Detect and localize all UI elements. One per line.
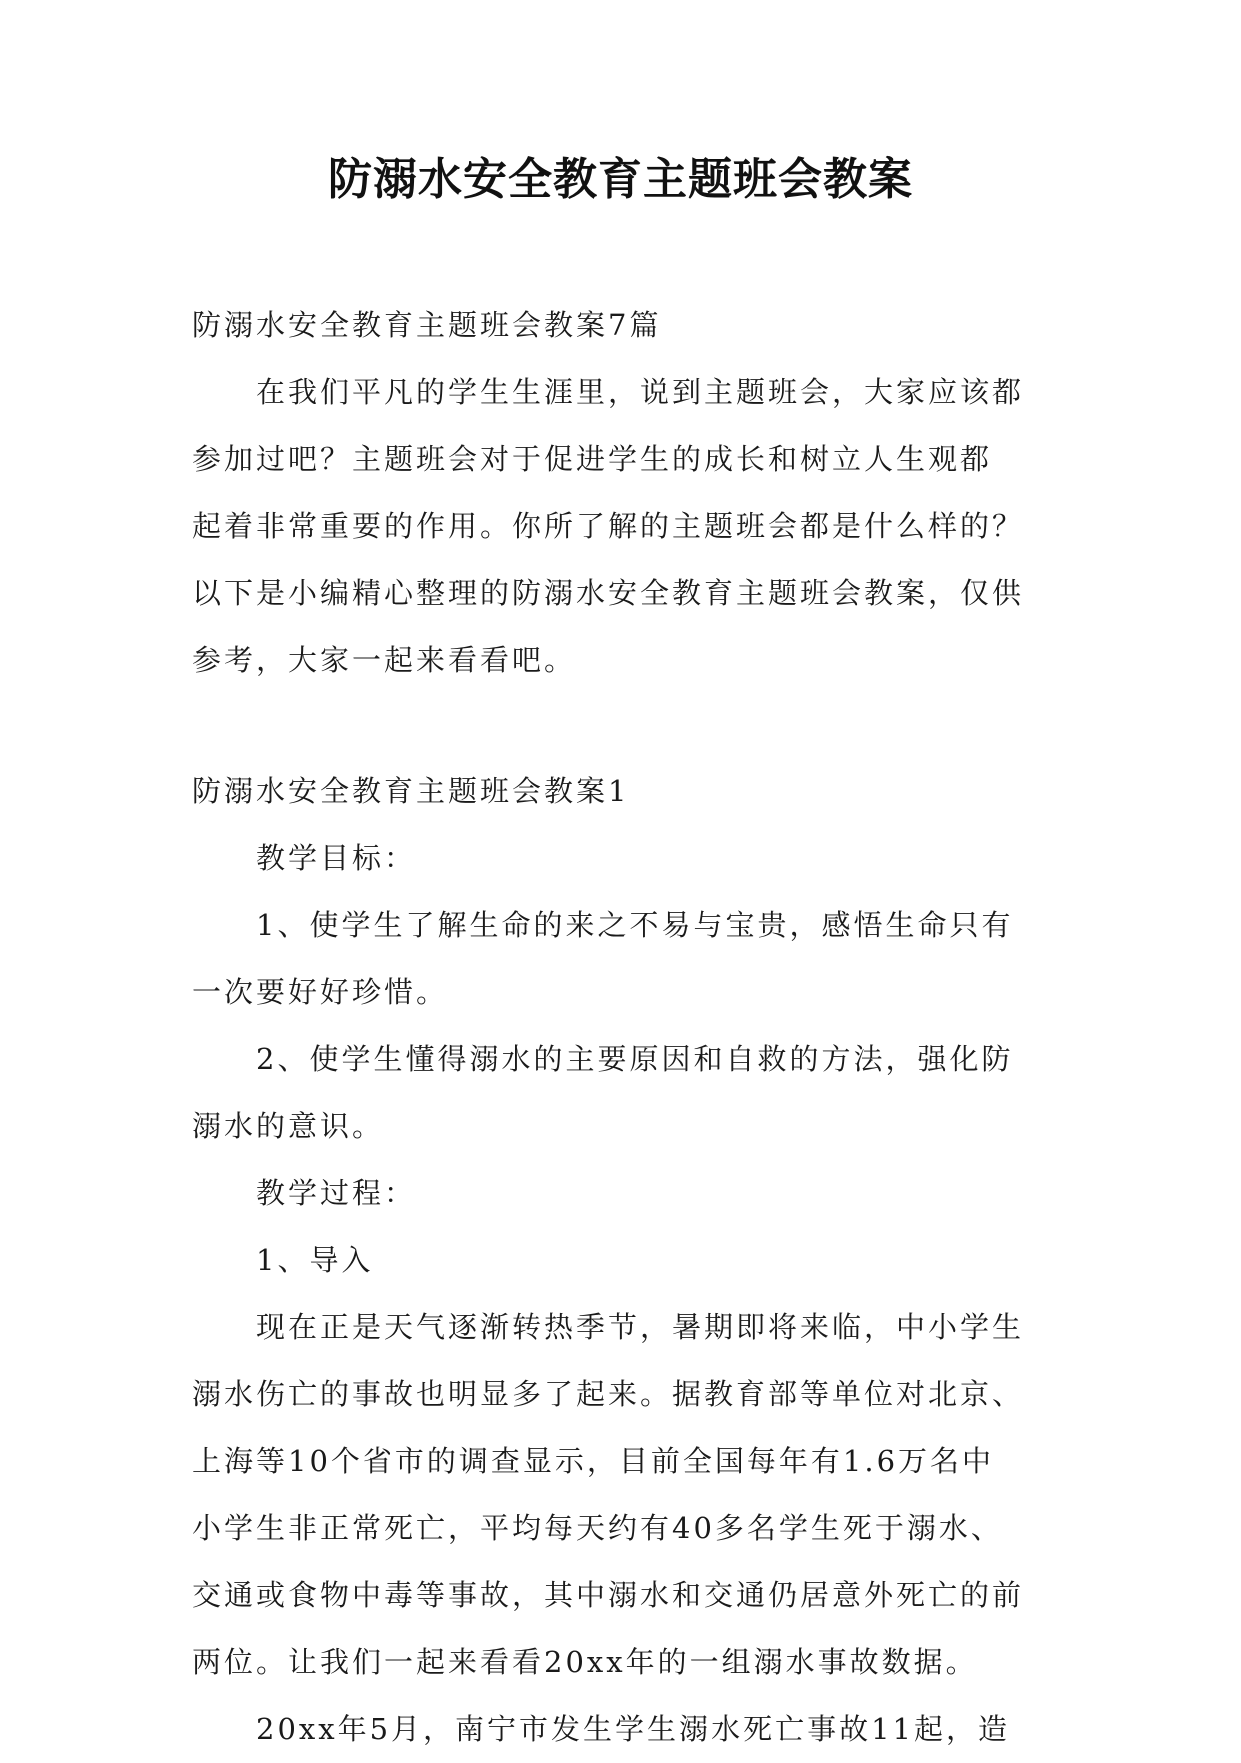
intro-line: 以下是小编精心整理的防溺水安全教育主题班会教案，仅供 [192,576,1025,610]
lead-in-paragraph [192,1294,1072,1696]
process-heading: 教学过程： [256,1176,417,1210]
intro-line: 起着非常重要的作用。你所了解的主题班会都是什么样的？ [192,509,1025,543]
intro-paragraph [192,359,1072,694]
intro-line: 在我们平凡的学生生涯里，说到主题班会，大家应该都 [256,375,1025,409]
goal-item-2 [192,1026,1072,1160]
goal-heading: 教学目标： [256,841,417,875]
step-heading: 1、导入 [256,1243,374,1277]
goal-line: 一次要好好珍惜。 [192,975,449,1009]
intro-line: 参考，大家一起来看看吧。 [192,643,577,677]
document-subtitle: 防溺水安全教育主题班会教案7篇 [192,308,662,342]
paragraph-gap [192,694,1072,758]
document-body [192,292,1072,1763]
paragraph-line: 交通或食物中毒等事故，其中溺水和交通仍居意外死亡的前 [192,1578,1025,1612]
goal-line: 2、使学生懂得溺水的主要原因和自救的方法，强化防 [256,1042,1014,1076]
data-paragraph-line: 20xx年5月，南宁市发生学生溺水死亡事故11起，造 [256,1712,1010,1746]
goal-line: 溺水的意识。 [192,1109,385,1143]
goal-line: 1、使学生了解生命的来之不易与宝贵，感悟生命只有 [256,908,1014,942]
paragraph-line: 现在正是天气逐渐转热季节，暑期即将来临，中小学生 [256,1310,1025,1344]
goal-item-1 [192,892,1072,1026]
paragraph-line: 溺水伤亡的事故也明显多了起来。据教育部等单位对北京、 [192,1377,1025,1411]
page-title: 防溺水安全教育主题班会教案 [328,154,913,205]
section-heading: 防溺水安全教育主题班会教案1 [192,774,630,808]
paragraph-line: 两位。让我们一起来看看20xx年的一组溺水事故数据。 [192,1645,978,1679]
paragraph-line: 小学生非正常死亡，平均每天约有40多名学生死于溺水、 [192,1511,1003,1545]
intro-line: 参加过吧？主题班会对于促进学生的成长和树立人生观都 [192,442,993,476]
paragraph-line: 上海等10个省市的调查显示，目前全国每年有1.6万名中 [192,1444,995,1478]
